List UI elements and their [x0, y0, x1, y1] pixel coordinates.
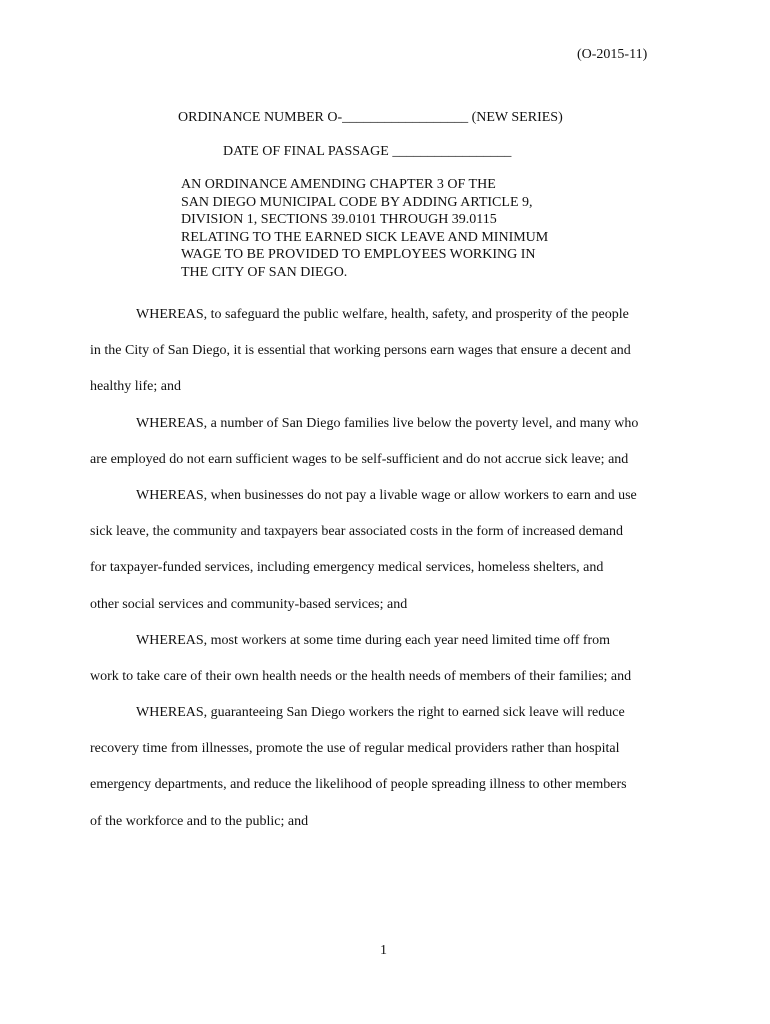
body-line: WHEREAS, a number of San Diego families live below the poverty level, and many who — [136, 415, 639, 431]
page-number: 1 — [380, 943, 387, 958]
ordinance-number-line: ORDINANCE NUMBER O-__________________ (NEW SERIES) — [178, 110, 563, 125]
body-line: recovery time from illnesses, promote the use of regular medical providers rather than hospital — [90, 741, 620, 757]
ordinance-title — [181, 176, 601, 282]
body-line: are employed do not earn sufficient wages to be self-sufficient and do not accrue sick leave; and — [90, 451, 629, 467]
title-line: SAN DIEGO MUNICIPAL CODE BY ADDING ARTICLE 9, — [181, 194, 533, 210]
title-line: DIVISION 1, SECTIONS 39.0101 THROUGH 39.0115 — [181, 212, 497, 228]
body-line: WHEREAS, guaranteeing San Diego workers the right to earned sick leave will reduce — [136, 705, 625, 721]
body-line: other social services and community-based services; and — [90, 596, 408, 612]
body-line: WHEREAS, to safeguard the public welfare, health, safety, and prosperity of the people — [136, 307, 629, 322]
body-line: work to take care of their own health needs or the health needs of members of their families; and — [90, 668, 632, 684]
title-line: WAGE TO BE PROVIDED TO EMPLOYEES WORKING IN — [181, 247, 536, 263]
body-line: of the workforce and to the public; and — [90, 813, 309, 829]
body-line: WHEREAS, when businesses do not pay a livable wage or allow workers to earn and use — [136, 487, 637, 503]
title-line: RELATING TO THE EARNED SICK LEAVE AND MINIMUM — [181, 229, 549, 245]
recitals-body — [90, 306, 690, 849]
title-line: THE CITY OF SAN DIEGO. — [181, 264, 348, 280]
final-passage-date-line: DATE OF FINAL PASSAGE _________________ — [223, 144, 512, 159]
body-line: healthy life; and — [90, 379, 181, 395]
body-line: in the City of San Diego, it is essential that working persons earn wages that ensure a decent and — [90, 343, 631, 359]
body-line: emergency departments, and reduce the likelihood of people spreading illness to other members — [90, 777, 627, 793]
body-line: WHEREAS, most workers at some time during each year need limited time off from — [136, 632, 611, 648]
body-line: for taxpayer-funded services, including emergency medical services, homeless shelters, and — [90, 560, 604, 576]
document-number: (O-2015-11) — [577, 47, 648, 62]
title-line: AN ORDINANCE AMENDING CHAPTER 3 OF THE — [181, 177, 496, 192]
body-line: sick leave, the community and taxpayers bear associated costs in the form of increased demand — [90, 524, 623, 540]
